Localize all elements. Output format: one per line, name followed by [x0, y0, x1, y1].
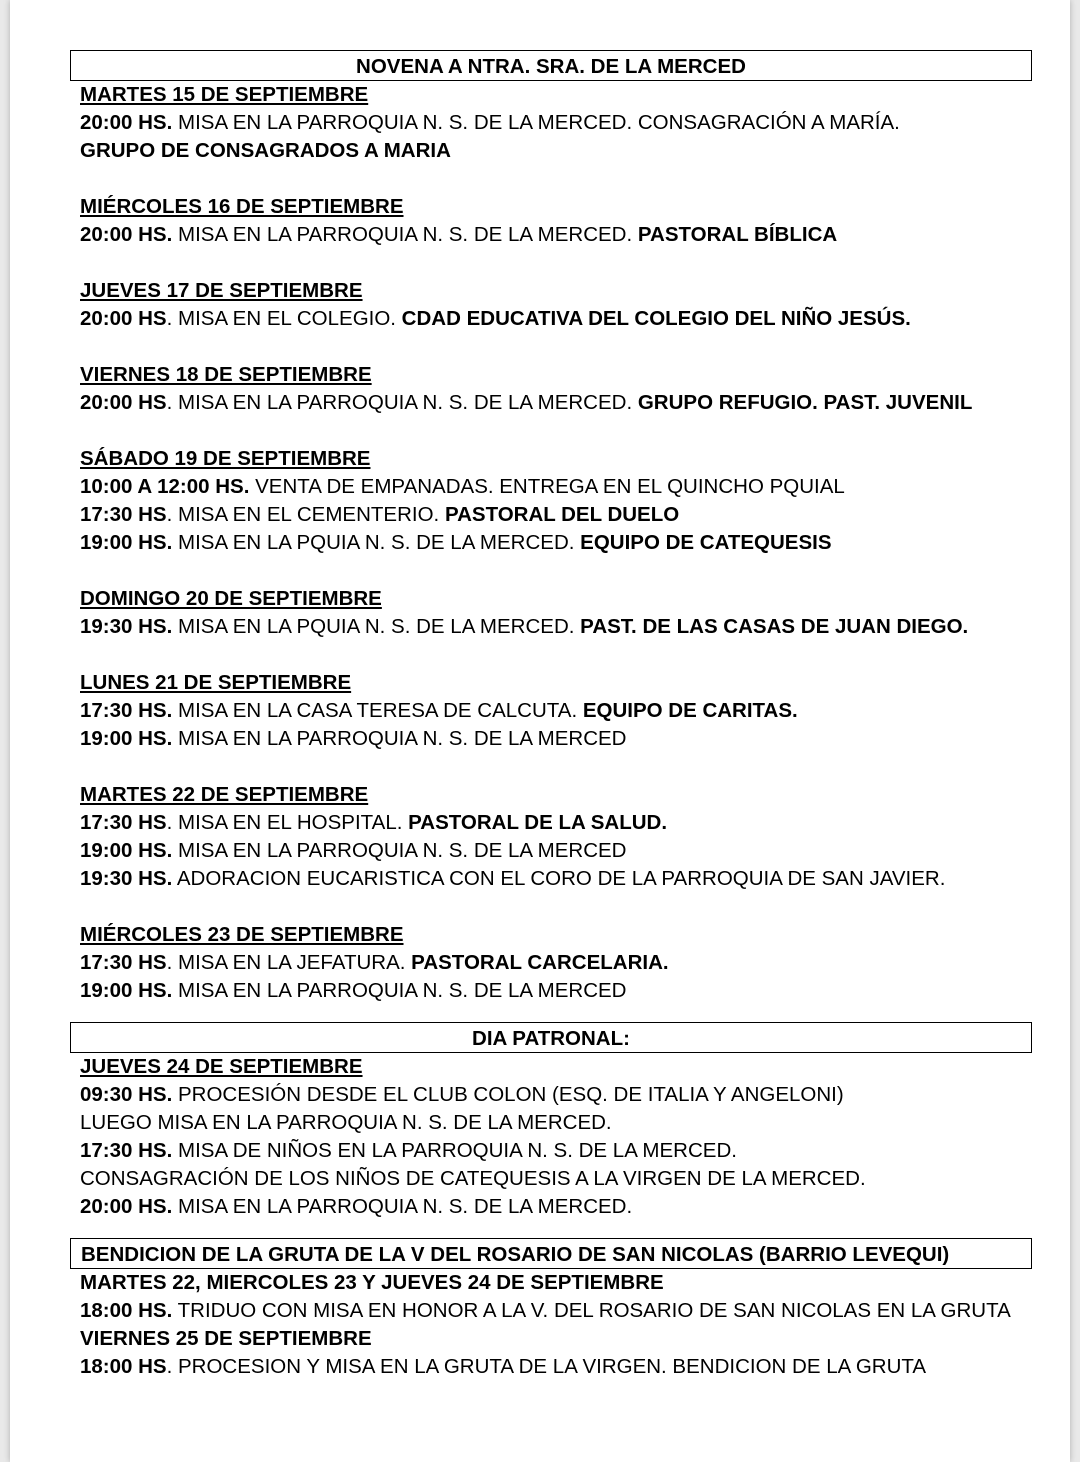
event-group: PASTORAL CARCELARIA. [411, 951, 669, 974]
patronal-day: JUEVES 24 DE SEPTIEMBRE [80, 1055, 363, 1078]
event-description: . MISA EN EL HOSPITAL. [166, 811, 409, 834]
event-time: 19:30 HS. [80, 615, 173, 638]
event-description: MISA EN LA PARROQUIA N. S. DE LA MERCED [172, 839, 627, 862]
event-time: 10:00 A 12:00 HS. [80, 475, 250, 498]
day-heading: MIÉRCOLES 16 DE SEPTIEMBRE [80, 195, 404, 218]
schedule-line [70, 697, 1032, 725]
schedule-line [70, 1297, 1032, 1325]
event-description: MISA EN LA PARROQUIA N. S. DE LA MERCED [172, 727, 627, 750]
event-description: MISA DE NIÑOS EN LA PARROQUIA N. S. DE LA MERCED. [172, 1139, 737, 1162]
event-time: 19:00 HS. [80, 839, 173, 862]
day-heading: DOMINGO 20 DE SEPTIEMBRE [80, 587, 382, 610]
event-description: MISA EN LA CASA TERESA DE CALCUTA. [172, 699, 583, 722]
document-page [10, 0, 1070, 1462]
event-time: 18:00 HS [80, 1355, 167, 1378]
event-description: VENTA DE EMPANADAS. ENTREGA EN EL QUINCHO PQUIAL [249, 475, 845, 498]
event-description: MISA EN LA PQUIA N. S. DE LA MERCED. [172, 531, 581, 554]
event-group: PASTORAL DE LA SALUD. [408, 811, 668, 834]
event-description: MISA EN LA PARROQUIA N. S. DE LA MERCED. CONSAGRACIÓN A MARÍA. [172, 111, 900, 134]
schedule-line [70, 501, 1032, 529]
schedule-line [70, 389, 1032, 417]
event-time: 18:00 HS. [80, 1299, 173, 1322]
schedule-line [70, 977, 1032, 1005]
event-group: PASTORAL BÍBLICA [637, 223, 838, 246]
day-heading: SÁBADO 19 DE SEPTIEMBRE [80, 447, 371, 470]
schedule-line [70, 529, 1032, 557]
schedule-line [70, 949, 1032, 977]
day-heading: MARTES 15 DE SEPTIEMBRE [80, 83, 369, 106]
event-time: 17:30 HS. [80, 699, 173, 722]
event-time: 20:00 HS. [80, 223, 173, 246]
event-time: 09:30 HS. [80, 1083, 173, 1106]
event-description: MISA EN LA PARROQUIA N. S. DE LA MERCED [172, 979, 627, 1002]
schedule-line [70, 837, 1032, 865]
schedule-line [70, 137, 1032, 165]
schedule-line [70, 1109, 1032, 1137]
patronal-schedule [70, 1081, 1032, 1221]
novena-title: NOVENA A NTRA. SRA. DE LA MERCED [70, 50, 1032, 81]
schedule-line [70, 1165, 1032, 1193]
event-description: . PROCESION Y MISA EN LA GRUTA DE LA VIRGEN. BENDICION DE LA GRUTA [166, 1355, 927, 1378]
event-group: GRUPO REFUGIO. PAST. JUVENIL [637, 391, 973, 414]
schedule-line [70, 613, 1032, 641]
schedule-line [70, 221, 1032, 249]
event-time: 17:30 HS [80, 951, 167, 974]
event-description: CONSAGRACIÓN DE LOS NIÑOS DE CATEQUESIS A LA VIRGEN DE LA MERCED. [80, 1167, 866, 1190]
event-time: 17:30 HS [80, 503, 167, 526]
document-content [70, 50, 1032, 1381]
event-time: 19:00 HS. [80, 727, 173, 750]
gruta-title: BENDICION DE LA GRUTA DE LA V DEL ROSARIO DE SAN NICOLAS (BARRIO LEVEQUI) [70, 1238, 1032, 1269]
event-time: 19:00 HS. [80, 979, 173, 1002]
event-group: GRUPO DE CONSAGRADOS A MARIA [80, 139, 451, 162]
schedule-line [70, 1193, 1032, 1221]
schedule-line [70, 109, 1032, 137]
schedule-line [70, 1081, 1032, 1109]
patronal-title: DIA PATRONAL: [70, 1022, 1032, 1053]
event-description: MISA EN LA PQUIA N. S. DE LA MERCED. [172, 615, 581, 638]
day-heading: MARTES 22 DE SEPTIEMBRE [80, 783, 369, 806]
schedule-line [70, 473, 1032, 501]
event-description: MISA EN LA PARROQUIA N. S. DE LA MERCED. [172, 223, 638, 246]
event-time: 17:30 HS. [80, 1139, 173, 1162]
event-description: LUEGO MISA EN LA PARROQUIA N. S. DE LA MERCED. [80, 1111, 612, 1134]
event-time: 19:00 HS. [80, 531, 173, 554]
gruta-schedule [70, 1269, 1032, 1381]
event-description: . MISA EN LA PARROQUIA N. S. DE LA MERCED. [166, 391, 638, 414]
schedule-line [70, 865, 1032, 893]
gruta-day-heading: MARTES 22, MIERCOLES 23 Y JUEVES 24 DE SEPTIEMBRE [80, 1271, 664, 1294]
event-description: TRIDUO CON MISA EN HONOR A LA V. DEL ROSARIO DE SAN NICOLAS EN LA GRUTA [172, 1299, 1011, 1322]
event-description: MISA EN LA PARROQUIA N. S. DE LA MERCED. [172, 1195, 633, 1218]
event-group: EQUIPO DE CARITAS. [582, 699, 798, 722]
day-heading: MIÉRCOLES 23 DE SEPTIEMBRE [80, 923, 404, 946]
event-description: ADORACION EUCARISTICA CON EL CORO DE LA PARROQUIA DE SAN JAVIER. [172, 867, 946, 890]
schedule-line [70, 1353, 1032, 1381]
schedule-line [70, 1137, 1032, 1165]
event-group: PAST. DE LAS CASAS DE JUAN DIEGO. [580, 615, 969, 638]
event-time: 20:00 HS [80, 307, 167, 330]
day-heading: VIERNES 18 DE SEPTIEMBRE [80, 363, 372, 386]
event-description: . MISA EN EL COLEGIO. [166, 307, 402, 330]
event-group: PASTORAL DEL DUELO [444, 503, 680, 526]
event-description: . MISA EN EL CEMENTERIO. [166, 503, 445, 526]
schedule-line [70, 305, 1032, 333]
event-group: CDAD EDUCATIVA DEL COLEGIO DEL NIÑO JESÚS. [401, 307, 911, 330]
schedule-line [70, 725, 1032, 753]
event-time: 17:30 HS [80, 811, 167, 834]
event-time: 20:00 HS. [80, 1195, 173, 1218]
event-description: PROCESIÓN DESDE EL CLUB COLON (ESQ. DE ITALIA Y ANGELONI) [172, 1083, 844, 1106]
novena-schedule [70, 81, 1032, 1005]
event-time: 20:00 HS. [80, 111, 173, 134]
day-heading: JUEVES 17 DE SEPTIEMBRE [80, 279, 363, 302]
day-heading: LUNES 21 DE SEPTIEMBRE [80, 671, 352, 694]
event-description: . MISA EN LA JEFATURA. [166, 951, 412, 974]
gruta-day-heading: VIERNES 25 DE SEPTIEMBRE [80, 1327, 372, 1350]
event-group: EQUIPO DE CATEQUESIS [580, 531, 832, 554]
event-time: 20:00 HS [80, 391, 167, 414]
event-time: 19:30 HS. [80, 867, 173, 890]
schedule-line [70, 809, 1032, 837]
